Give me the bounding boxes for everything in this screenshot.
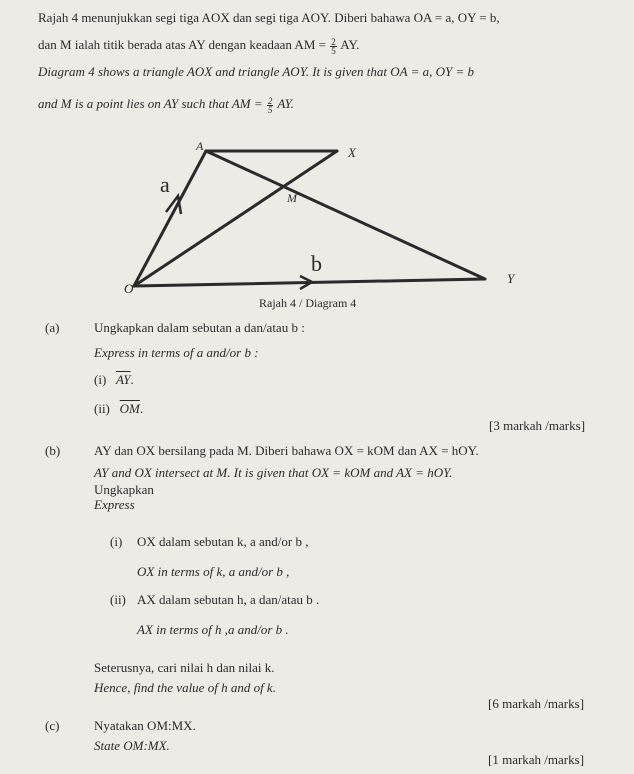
part-b-hence-malay: Seterusnya, cari nilai h dan nilai k. [94, 660, 275, 675]
part-b-english2: Express [94, 497, 135, 512]
intro-malay-line1: Rajah 4 menunjukkan segi tiga AOX dan segi tiga AOY. Diberi bahawa OA = a, OY = b, [38, 10, 500, 25]
part-b-label: (b) [45, 443, 61, 458]
label-X: X [348, 145, 356, 160]
part-b-malay2: Ungkapkan [94, 482, 154, 497]
intro-malay-line2: dan M ialah titik berada atas AY dengan keadaan AM = $\frac{2}{5}$ AY. [38, 36, 360, 56]
diagram-caption: Rajah 4 / Diagram 4 [259, 296, 357, 310]
part-c-marks: [1 markah /marks] [488, 752, 585, 767]
part-c-label: (c) [45, 718, 60, 733]
segment-OA [134, 151, 206, 286]
part-b-ii-label: (ii) [110, 592, 126, 607]
label-A: A [196, 139, 204, 153]
segment-AY [206, 151, 485, 279]
fraction: $\frac{2}{5}$ [331, 36, 336, 56]
part-b-english: AY and OX intersect at M. It is given that OX = kOM and AX = hOY. [94, 465, 453, 480]
fraction: $\frac{2}{5}$ [267, 95, 273, 115]
label-O: O [124, 281, 134, 296]
part-a-malay: Ungkapkan dalam sebutan a dan/atau b : [94, 320, 305, 335]
part-c-malay: Nyatakan OM:MX. [94, 718, 196, 733]
part-b-ii-malay: AX dalam sebutan h, a dan/atau b . [137, 592, 320, 607]
part-b-marks: [6 markah /marks] [488, 696, 585, 711]
label-a: a [160, 172, 170, 197]
part-a-i: (i) $\overline{AY}$. [94, 372, 134, 387]
part-a-marks: [3 markah /marks] [489, 418, 586, 433]
intro-english-line2: and M is a point lies on AY such that AM = $\frac{2}{5}$ AY. [38, 95, 294, 115]
part-c-english: State OM:MX. [94, 738, 170, 753]
part-b-malay: AY dan OX bersilang pada M. Diberi bahawa OX = kOM dan AX = hOY. [94, 443, 479, 458]
intro-english-line1: Diagram 4 shows a triangle AOX and triangle AOY. It is given that OA = a, OY = b [38, 64, 474, 79]
label-M: M [287, 191, 297, 205]
part-a-ii: (ii) $\overline{OM}$. [94, 401, 144, 416]
label-b: b [311, 251, 322, 276]
part-a-label: (a) [45, 320, 60, 335]
part-b-i-english: OX in terms of k, a and/or b , [137, 564, 290, 579]
part-b-ii-english: AX in terms of h ,a and/or b . [137, 622, 289, 637]
part-b-i-label: (i) [110, 534, 123, 549]
part-a-english: Express in terms of a and/or b : [94, 345, 259, 360]
label-Y: Y [507, 271, 515, 286]
part-b-i-malay: OX dalam sebutan k, a and/or b , [137, 534, 309, 549]
part-b-hence-english: Hence, find the value of h and of k. [94, 680, 276, 695]
